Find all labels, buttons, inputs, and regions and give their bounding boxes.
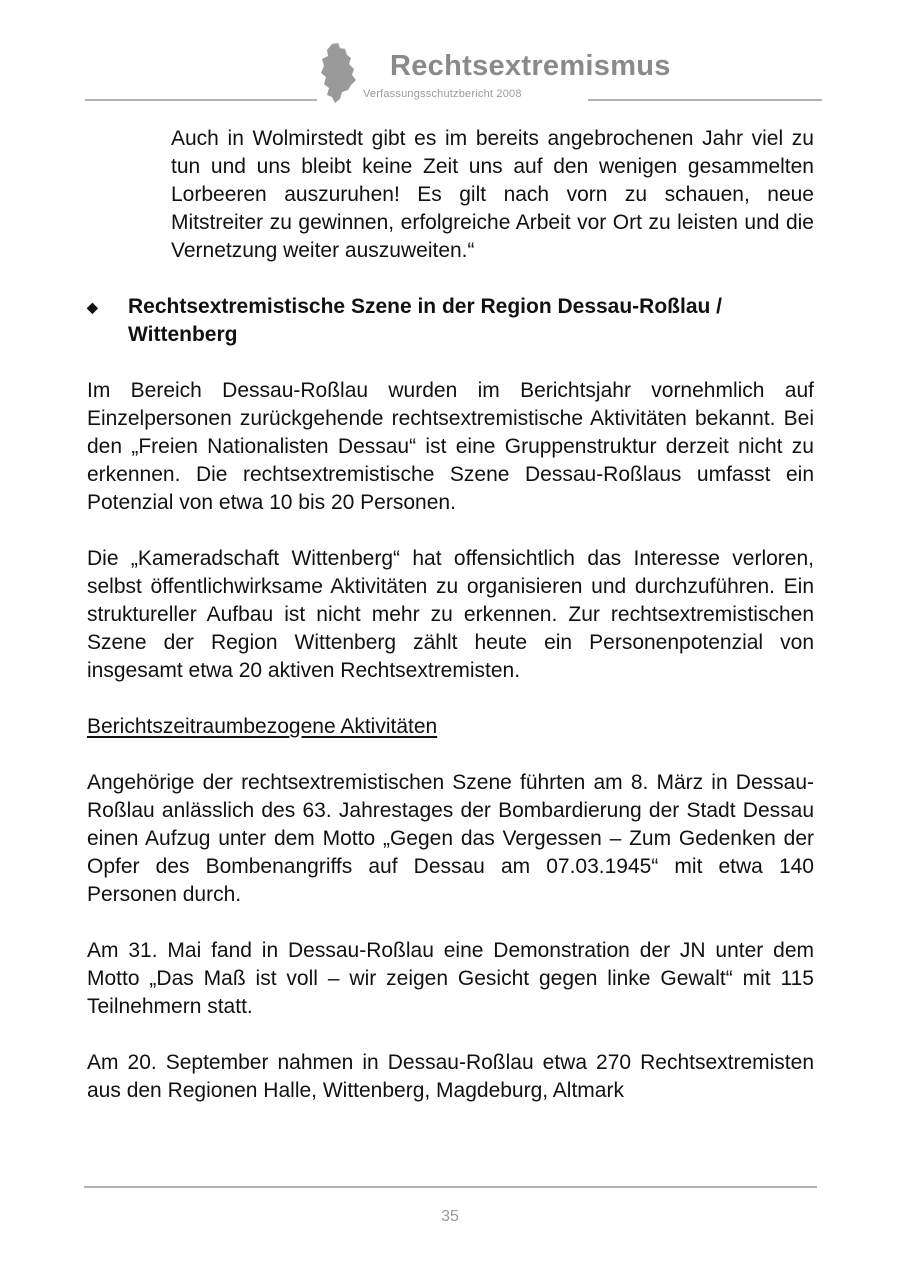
page-header bbox=[85, 38, 822, 108]
quote-paragraph: Auch in Wolmirstedt gibt es im bereits angebrochenen Jahr viel zu tun und uns bleibt keine Zeit uns auf den wenigen gesammelten Lorbeeren auszuruhen! Es gilt nach vorn zu schauen, neue Mitstreiter zu gewinnen, erfolgreiche Arbeit vor Ort zu leisten und die Vernetzung weiter auszuweiten.“ bbox=[171, 127, 814, 262]
header-title: Rechtsextremismus bbox=[390, 50, 671, 82]
section-heading bbox=[87, 293, 814, 349]
paragraph-september: Am 20. September nahmen in Dessau-Roßlau etwa 270 Rechtsextremisten aus den Regionen Halle, Wittenberg, Magdeburg, Altmark bbox=[87, 1051, 814, 1102]
header-rule-right bbox=[588, 99, 822, 101]
footer-rule bbox=[84, 1186, 817, 1188]
saxony-anhalt-map-icon bbox=[318, 42, 358, 104]
page-number: 35 bbox=[441, 1208, 459, 1225]
header-subtitle: Verfassungsschutzbericht 2008 bbox=[363, 88, 522, 100]
paragraph-march: Angehörige der rechtsextremistischen Szene führten am 8. März in Dessau-Roßlau anlässlich des 63. Jahrestages der Bombardierung der Stadt Dessau einen Aufzug unter dem Motto „Gegen das Vergessen – Zum Gedenken der Opfer des Bombenangriffs auf Dessau am 07.03.1945“ mit etwa 140 Personen durch. bbox=[87, 771, 814, 906]
header-rule-left bbox=[85, 99, 317, 101]
subheading-activities: Berichtszeitraumbezogene Aktivitäten bbox=[87, 715, 438, 738]
paragraph-may: Am 31. Mai fand in Dessau-Roßlau eine Demonstration der JN unter dem Motto „Das Maß ist voll – wir zeigen Gesicht gegen linke Gewalt“ mit 115 Teilnehmern statt. bbox=[87, 939, 814, 1018]
paragraph-wittenberg: Die „Kameradschaft Wittenberg“ hat offensichtlich das Interesse verloren, selbst öffentlichwirksame Aktivitäten zu organisieren und durchzuführen. Ein struktureller Aufbau ist nicht mehr zu erkennen. Zur rechtsextremistischen Szene der Region Wittenberg zählt heute ein Personenpotenzial von insgesamt etwa 20 aktiven Rechtsextremisten. bbox=[87, 547, 814, 682]
diamond-bullet-icon: ◆ bbox=[87, 299, 98, 315]
paragraph-dessau: Im Bereich Dessau-Roßlau wurden im Berichtsjahr vornehmlich auf Einzelpersonen zurückgehende rechtsextremistische Aktivitäten bekannt. Bei den „Freien Nationalisten Dessau“ ist eine Gruppenstruktur derzeit nicht zu erkennen. Die rechtsextremistische Szene Dessau-Roßlaus umfasst ein Potenzial von etwa 10 bis 20 Personen. bbox=[87, 379, 814, 514]
section-heading-text: Rechtsextremistische Szene in der Region Dessau-Roßlau / Wittenberg bbox=[128, 295, 723, 346]
page-content bbox=[87, 125, 814, 1105]
